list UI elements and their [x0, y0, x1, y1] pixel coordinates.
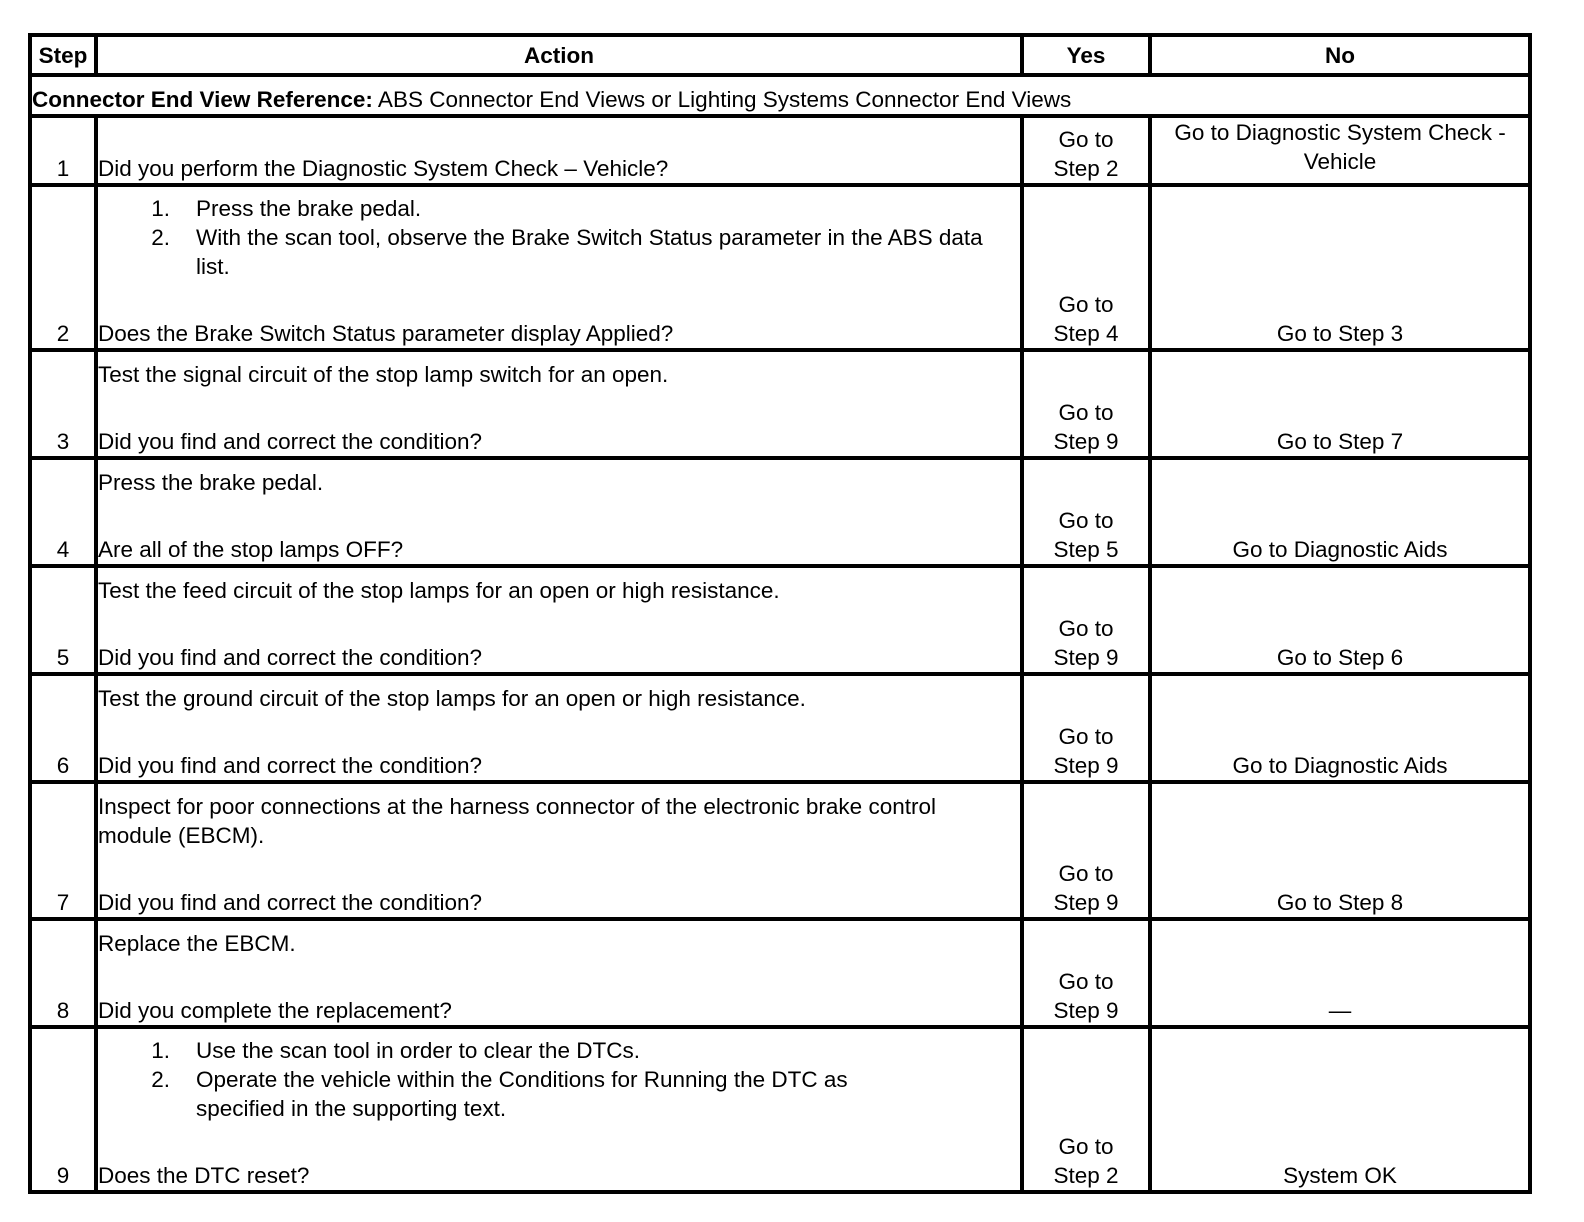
question-text: Did you complete the replacement?	[98, 998, 452, 1023]
numbered-list	[98, 194, 1020, 281]
action-cell	[96, 919, 1022, 1027]
yes-cell	[1022, 185, 1150, 350]
action-cell	[96, 782, 1022, 919]
yes-text: Go to	[1058, 508, 1114, 533]
step-number: 7	[30, 782, 96, 919]
yes-text: Step 2	[1053, 1163, 1119, 1188]
yes-text: Step 9	[1053, 753, 1119, 778]
table-row	[30, 782, 1530, 919]
list-item: 1. Use the scan tool in order to clear the DTCs.	[151, 1038, 640, 1063]
list-item: 2. Operate the vehicle within the Conditions for Running the DTC as specified in the supporting text.	[151, 1067, 848, 1121]
action-cell	[96, 458, 1022, 566]
yes-text: Step 9	[1053, 890, 1119, 915]
yes-cell	[1022, 782, 1150, 919]
question-text: Did you find and correct the condition?	[98, 753, 482, 778]
question-text: Are all of the stop lamps OFF?	[98, 537, 404, 562]
table-row	[30, 919, 1530, 1027]
action-cell	[96, 1027, 1022, 1192]
reference-label: Connector End View Reference:	[32, 87, 373, 112]
yes-text: Go to	[1058, 724, 1114, 749]
action-text: Test the ground circuit of the stop lamps for an open or high resistance.	[98, 686, 806, 711]
step-number: 1	[30, 116, 96, 185]
action-cell	[96, 566, 1022, 674]
header-action: Action	[96, 35, 1022, 75]
yes-cell	[1022, 1027, 1150, 1192]
question-text: Does the DTC reset?	[98, 1163, 310, 1188]
table-row	[30, 458, 1530, 566]
table-row	[30, 566, 1530, 674]
no-cell: Go to Step 8	[1150, 782, 1530, 919]
yes-text: Step 5	[1053, 537, 1119, 562]
yes-cell	[1022, 116, 1150, 185]
header-step: Step	[30, 35, 96, 75]
yes-cell	[1022, 566, 1150, 674]
question-text: Did you find and correct the condition?	[98, 645, 482, 670]
no-cell: System OK	[1150, 1027, 1530, 1192]
yes-cell	[1022, 919, 1150, 1027]
action-cell	[96, 116, 1022, 185]
yes-cell	[1022, 458, 1150, 566]
action-text: Test the signal circuit of the stop lamp switch for an open.	[98, 362, 669, 387]
no-cell: Go to Step 3	[1150, 185, 1530, 350]
diagnostic-table	[28, 33, 1532, 1194]
question-text: Did you find and correct the condition?	[98, 429, 482, 454]
no-cell: Go to Step 7	[1150, 350, 1530, 458]
table-row	[30, 674, 1530, 782]
yes-text: Go to	[1058, 400, 1114, 425]
reference-row	[30, 75, 1530, 116]
header-yes: Yes	[1022, 35, 1150, 75]
table-row	[30, 116, 1530, 185]
action-text: Inspect for poor connections at the harness connector of the electronic brake control module (EBCM).	[98, 794, 936, 848]
yes-text: Go to	[1058, 616, 1114, 641]
no-cell: Go to Step 6	[1150, 566, 1530, 674]
no-cell: Go to Diagnostic Aids	[1150, 674, 1530, 782]
step-number: 5	[30, 566, 96, 674]
header-no: No	[1150, 35, 1530, 75]
no-cell: Go to Diagnostic Aids	[1150, 458, 1530, 566]
yes-text: Step 9	[1053, 645, 1119, 670]
yes-text: Go to	[1058, 861, 1114, 886]
reference-text: ABS Connector End Views or Lighting Systems Connector End Views	[372, 87, 1072, 112]
action-text: Test the feed circuit of the stop lamps for an open or high resistance.	[98, 578, 780, 603]
action-text: Replace the EBCM.	[98, 931, 296, 956]
step-number: 9	[30, 1027, 96, 1192]
step-number: 8	[30, 919, 96, 1027]
header-row	[30, 35, 1530, 75]
step-number: 3	[30, 350, 96, 458]
yes-cell	[1022, 674, 1150, 782]
list-item: 2. With the scan tool, observe the Brake Switch Status parameter in the ABS data list.	[151, 225, 983, 279]
action-cell	[96, 185, 1022, 350]
list-item: 1. Press the brake pedal.	[151, 196, 422, 221]
action-cell	[96, 350, 1022, 458]
yes-cell	[1022, 350, 1150, 458]
table-row	[30, 350, 1530, 458]
yes-text: Step 4	[1053, 321, 1119, 346]
no-cell: —	[1150, 919, 1530, 1027]
yes-text: Step 9	[1053, 998, 1119, 1023]
table-row	[30, 1027, 1530, 1192]
question-text: Does the Brake Switch Status parameter display Applied?	[98, 321, 674, 346]
step-number: 2	[30, 185, 96, 350]
step-number: 6	[30, 674, 96, 782]
action-cell	[96, 674, 1022, 782]
table-row	[30, 185, 1530, 350]
action-text: Press the brake pedal.	[98, 470, 324, 495]
yes-text: Go to	[1058, 292, 1114, 317]
question-text: Did you find and correct the condition?	[98, 890, 482, 915]
yes-text: Step 2	[1053, 156, 1119, 181]
yes-text: Go to	[1058, 1134, 1114, 1159]
numbered-list	[98, 1036, 1020, 1123]
action-text: Did you perform the Diagnostic System Check – Vehicle?	[98, 156, 669, 181]
yes-text: Go to	[1058, 127, 1114, 152]
yes-text: Step 9	[1053, 429, 1119, 454]
no-cell: Go to Diagnostic System Check - Vehicle	[1150, 116, 1530, 185]
yes-text: Go to	[1058, 969, 1114, 994]
step-number: 4	[30, 458, 96, 566]
